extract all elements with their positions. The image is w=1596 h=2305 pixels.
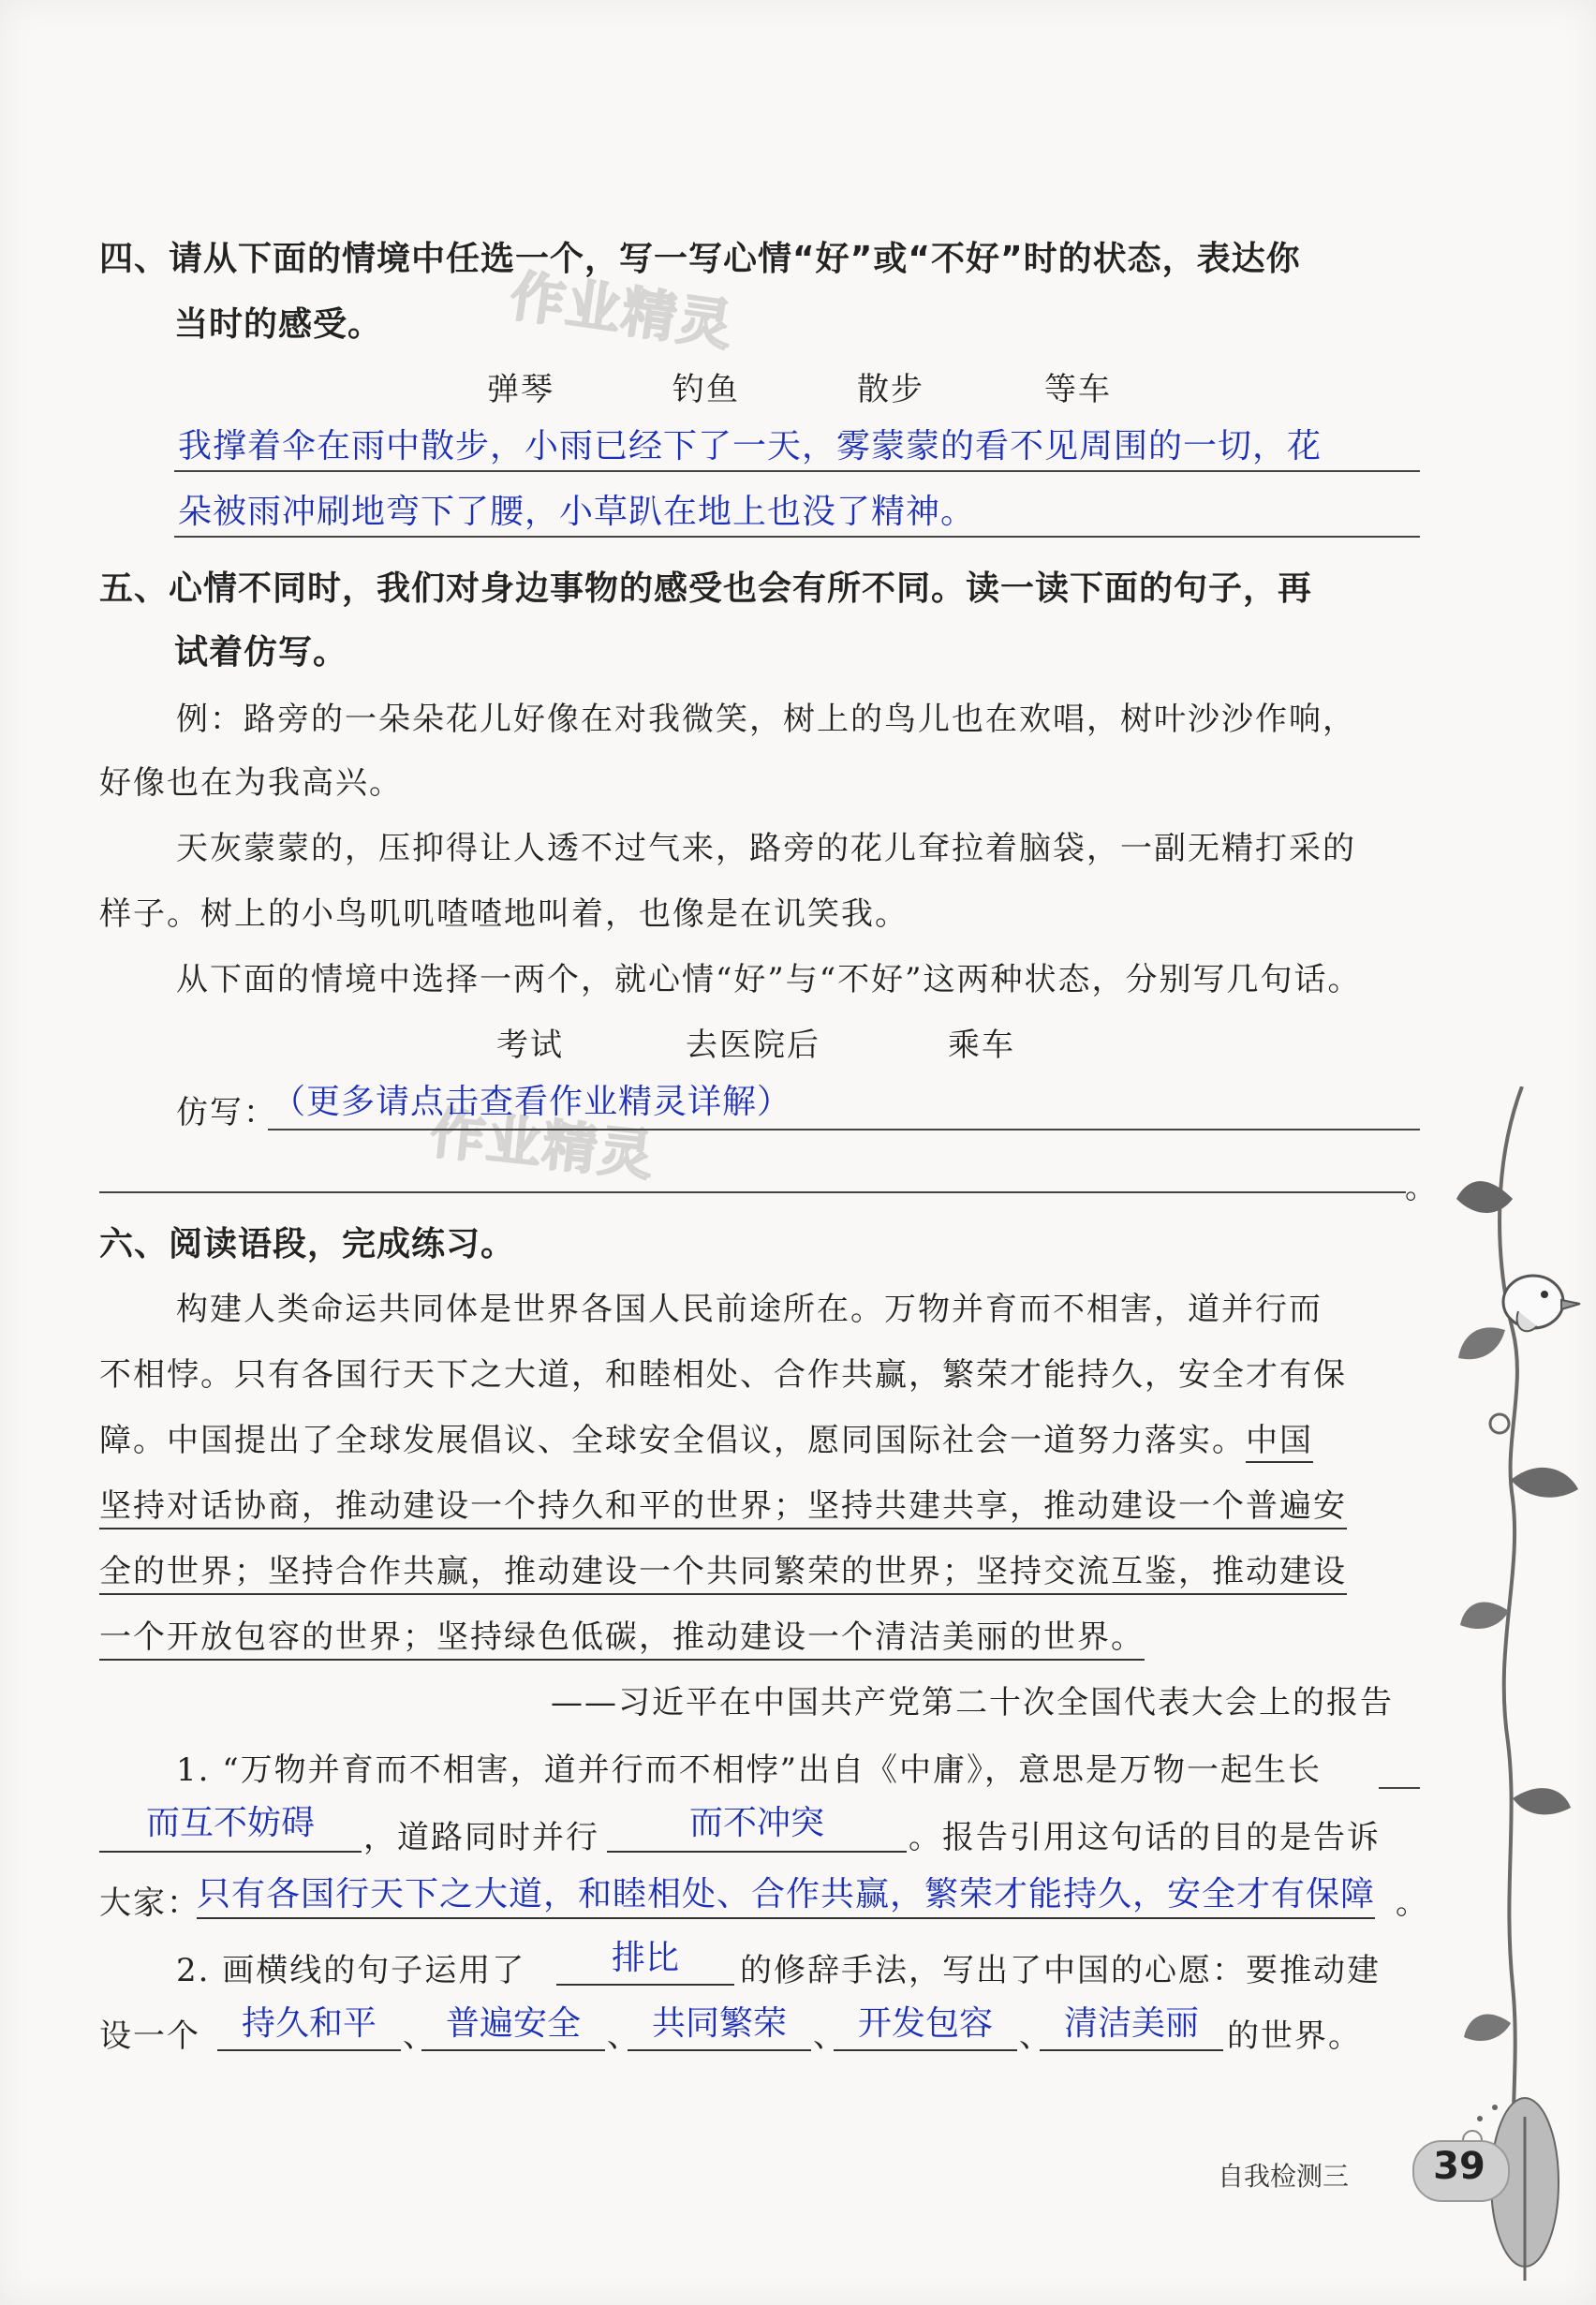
- q6-para-line6: 一个开放包容的世界；坚持绿色低碳，推动建设一个清洁美丽的世界。: [99, 1611, 1145, 1661]
- q5-example-line2: 好像也在为我高兴。: [99, 764, 403, 802]
- q4-answer-line1: 我撑着伞在雨中散步，小雨已经下了一天，雾蒙蒙的看不见周围的一切，花: [178, 427, 1323, 465]
- q5-imitate-rule1: [268, 1129, 1420, 1130]
- q5-option-1: 考试: [496, 1027, 564, 1064]
- q6-q2-prefix: 2. 画横线的句子运用了: [176, 1952, 526, 1989]
- q6-para-line3: [99, 1414, 1313, 1460]
- q4-title-line2: 当时的感受。: [174, 305, 383, 344]
- q4-answer-rule1: [174, 470, 1420, 472]
- q6-q1-blank2[interactable]: 而不冲突: [607, 1796, 907, 1853]
- q6-q1-mid: ，道路同时并行: [363, 1819, 599, 1856]
- q6-para-line5: 全的世界；坚持合作共赢，推动建设一个共同繁荣的世界；坚持交流互鉴，推动建设: [99, 1545, 1347, 1595]
- q6-q2-sep3: 、: [813, 2017, 847, 2055]
- q4-answer-line2: 朵被雨冲刷地弯下了腰，小草趴在地上也没了精神。: [178, 493, 976, 531]
- q6-q1-line3-prefix: 大家：: [99, 1884, 200, 1922]
- q5-para2-line1: 天灰蒙蒙的，压抑得让人透不过气来，路旁的花儿耷拉着脑袋，一副无精打采的: [176, 830, 1356, 867]
- q6-q2-mid: 的修辞手法，写出了中国的心愿：要推动建: [740, 1952, 1381, 1989]
- q5-para2-line2: 样子。树上的小鸟叽叽喳喳地叫着，也像是在讥笑我。: [99, 895, 909, 933]
- q6-q2-blank5[interactable]: 开发包容: [834, 1997, 1017, 2051]
- q5-instruction: 从下面的情境中选择一两个，就心情“好”与“不好”这两种状态，分别写几句话。: [176, 961, 1362, 998]
- q6-q2-sep1: 、: [403, 2017, 436, 2055]
- watermark-top: 作业精灵: [506, 263, 738, 359]
- q6-q2-blank2[interactable]: 持久和平: [217, 1997, 401, 2051]
- q6-q1-line1: 1. “万物并育而不相害，道并行而不相悖”出自《中庸》，意思是万物一起生长: [176, 1751, 1323, 1789]
- q6-q2-blank4[interactable]: 共同繁荣: [628, 1997, 811, 2051]
- q4-option-1: 弹琴: [487, 371, 554, 408]
- q5-example-line1: 例：路旁的一朵朵花儿好像在对我微笑，树上的鸟儿也在欢唱，树叶沙沙作响，: [176, 701, 1356, 738]
- q6-q2-line2-prefix: 设一个: [99, 2017, 200, 2055]
- page-number: 39: [1433, 2145, 1485, 2188]
- q6-q1-tail: 。报告引用这句话的目的是告诉: [909, 1819, 1381, 1856]
- q6-title: 六、阅读语段，完成练习。: [99, 1225, 516, 1263]
- q5-imitate-answer[interactable]: （更多请点击查看作业精灵详解）: [272, 1083, 792, 1121]
- q6-q2-blank6[interactable]: 清洁美丽: [1040, 1997, 1223, 2051]
- q4-answer-rule2: [174, 536, 1420, 538]
- q6-q1-blank3[interactable]: 只有各国行天下之大道，和睦相处、合作共赢，繁荣才能持久，安全才有保障: [197, 1868, 1375, 1919]
- q6-q1-trailing-rule: [1379, 1787, 1420, 1789]
- q6-para-line4: 坚持对话协商，推动建设一个持久和平的世界；坚持共建共享，推动建设一个普遍安: [99, 1480, 1347, 1529]
- q5-option-3: 乘车: [948, 1027, 1015, 1064]
- q5-title-line2: 试着仿写。: [174, 633, 348, 672]
- q4-option-2: 钓鱼: [672, 371, 740, 408]
- q6-q2-sep2: 、: [607, 2017, 641, 2055]
- q6-source: ——习近平在中国共产党第二十次全国代表大会上的报告: [551, 1684, 1394, 1721]
- q6-q2-blank3[interactable]: 普遍安全: [421, 1997, 605, 2051]
- watermark-middle: 作业精灵: [427, 1101, 658, 1189]
- q4-option-4: 等车: [1044, 371, 1112, 408]
- q4-option-3: 散步: [857, 371, 924, 408]
- q5-option-2: 去医院后: [686, 1027, 820, 1064]
- q5-end-mark: 。: [1405, 1169, 1439, 1206]
- q5-title-line1: 五、心情不同时，我们对身边事物的感受也会有所不同。读一读下面的句子，再: [99, 569, 1313, 608]
- footer-section-label: 自我检测三: [1218, 2161, 1350, 2192]
- q6-para-line3-plain: 障。中国提出了全球发展倡议、全球安全倡议，愿同国际社会一道努力落实。: [99, 1422, 1246, 1459]
- q6-q2-blank1[interactable]: 排比: [556, 1931, 734, 1986]
- q6-q1-blank1[interactable]: 而互不妨碍: [99, 1796, 362, 1853]
- q6-q1-line3-end: 。: [1396, 1884, 1429, 1922]
- q6-para-line1: 构建人类命运共同体是世界各国人民前途所在。万物并育而不相害，道并行而: [176, 1291, 1323, 1328]
- q4-title-line1: 四、请从下面的情境中任选一个，写一写心情“好”或“不好”时的状态，表达你: [99, 240, 1301, 278]
- q5-imitate-label: 仿写：: [176, 1094, 277, 1131]
- q6-para-line2: 不相悖。只有各国行天下之大道，和睦相处、合作共赢，繁荣才能持久，安全才有保: [99, 1356, 1347, 1394]
- q6-q2-end: 的世界。: [1227, 2017, 1362, 2055]
- q6-para-line3-underlined: 中国: [1246, 1422, 1313, 1463]
- q5-imitate-rule2: [99, 1191, 1406, 1193]
- q6-q2-sep4: 、: [1019, 2017, 1053, 2055]
